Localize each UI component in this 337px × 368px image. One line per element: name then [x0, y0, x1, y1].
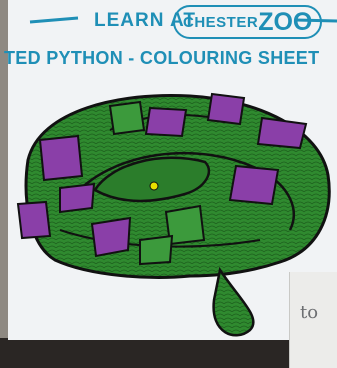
- diamond-7: [60, 184, 94, 212]
- brand-zoo: ZOO: [258, 7, 313, 36]
- diamond-8: [92, 218, 130, 256]
- diamond-3: [208, 94, 244, 124]
- diamond-1: [40, 136, 82, 180]
- green-diamond-3: [140, 236, 172, 264]
- diamond-6: [18, 202, 50, 238]
- brand-chester: CHESTER: [183, 13, 259, 31]
- side-label-text: to: [300, 302, 319, 323]
- snake-eye: [150, 182, 158, 190]
- sheet-subtitle: TED PYTHON - COLOURING SHEET: [4, 48, 320, 68]
- snake-tail: [214, 270, 254, 335]
- diamond-5: [230, 166, 278, 204]
- green-diamond-1: [110, 102, 144, 134]
- diamond-2: [146, 108, 186, 136]
- diamond-4: [258, 118, 306, 148]
- header-learn-at: LEARN AT: [94, 10, 196, 31]
